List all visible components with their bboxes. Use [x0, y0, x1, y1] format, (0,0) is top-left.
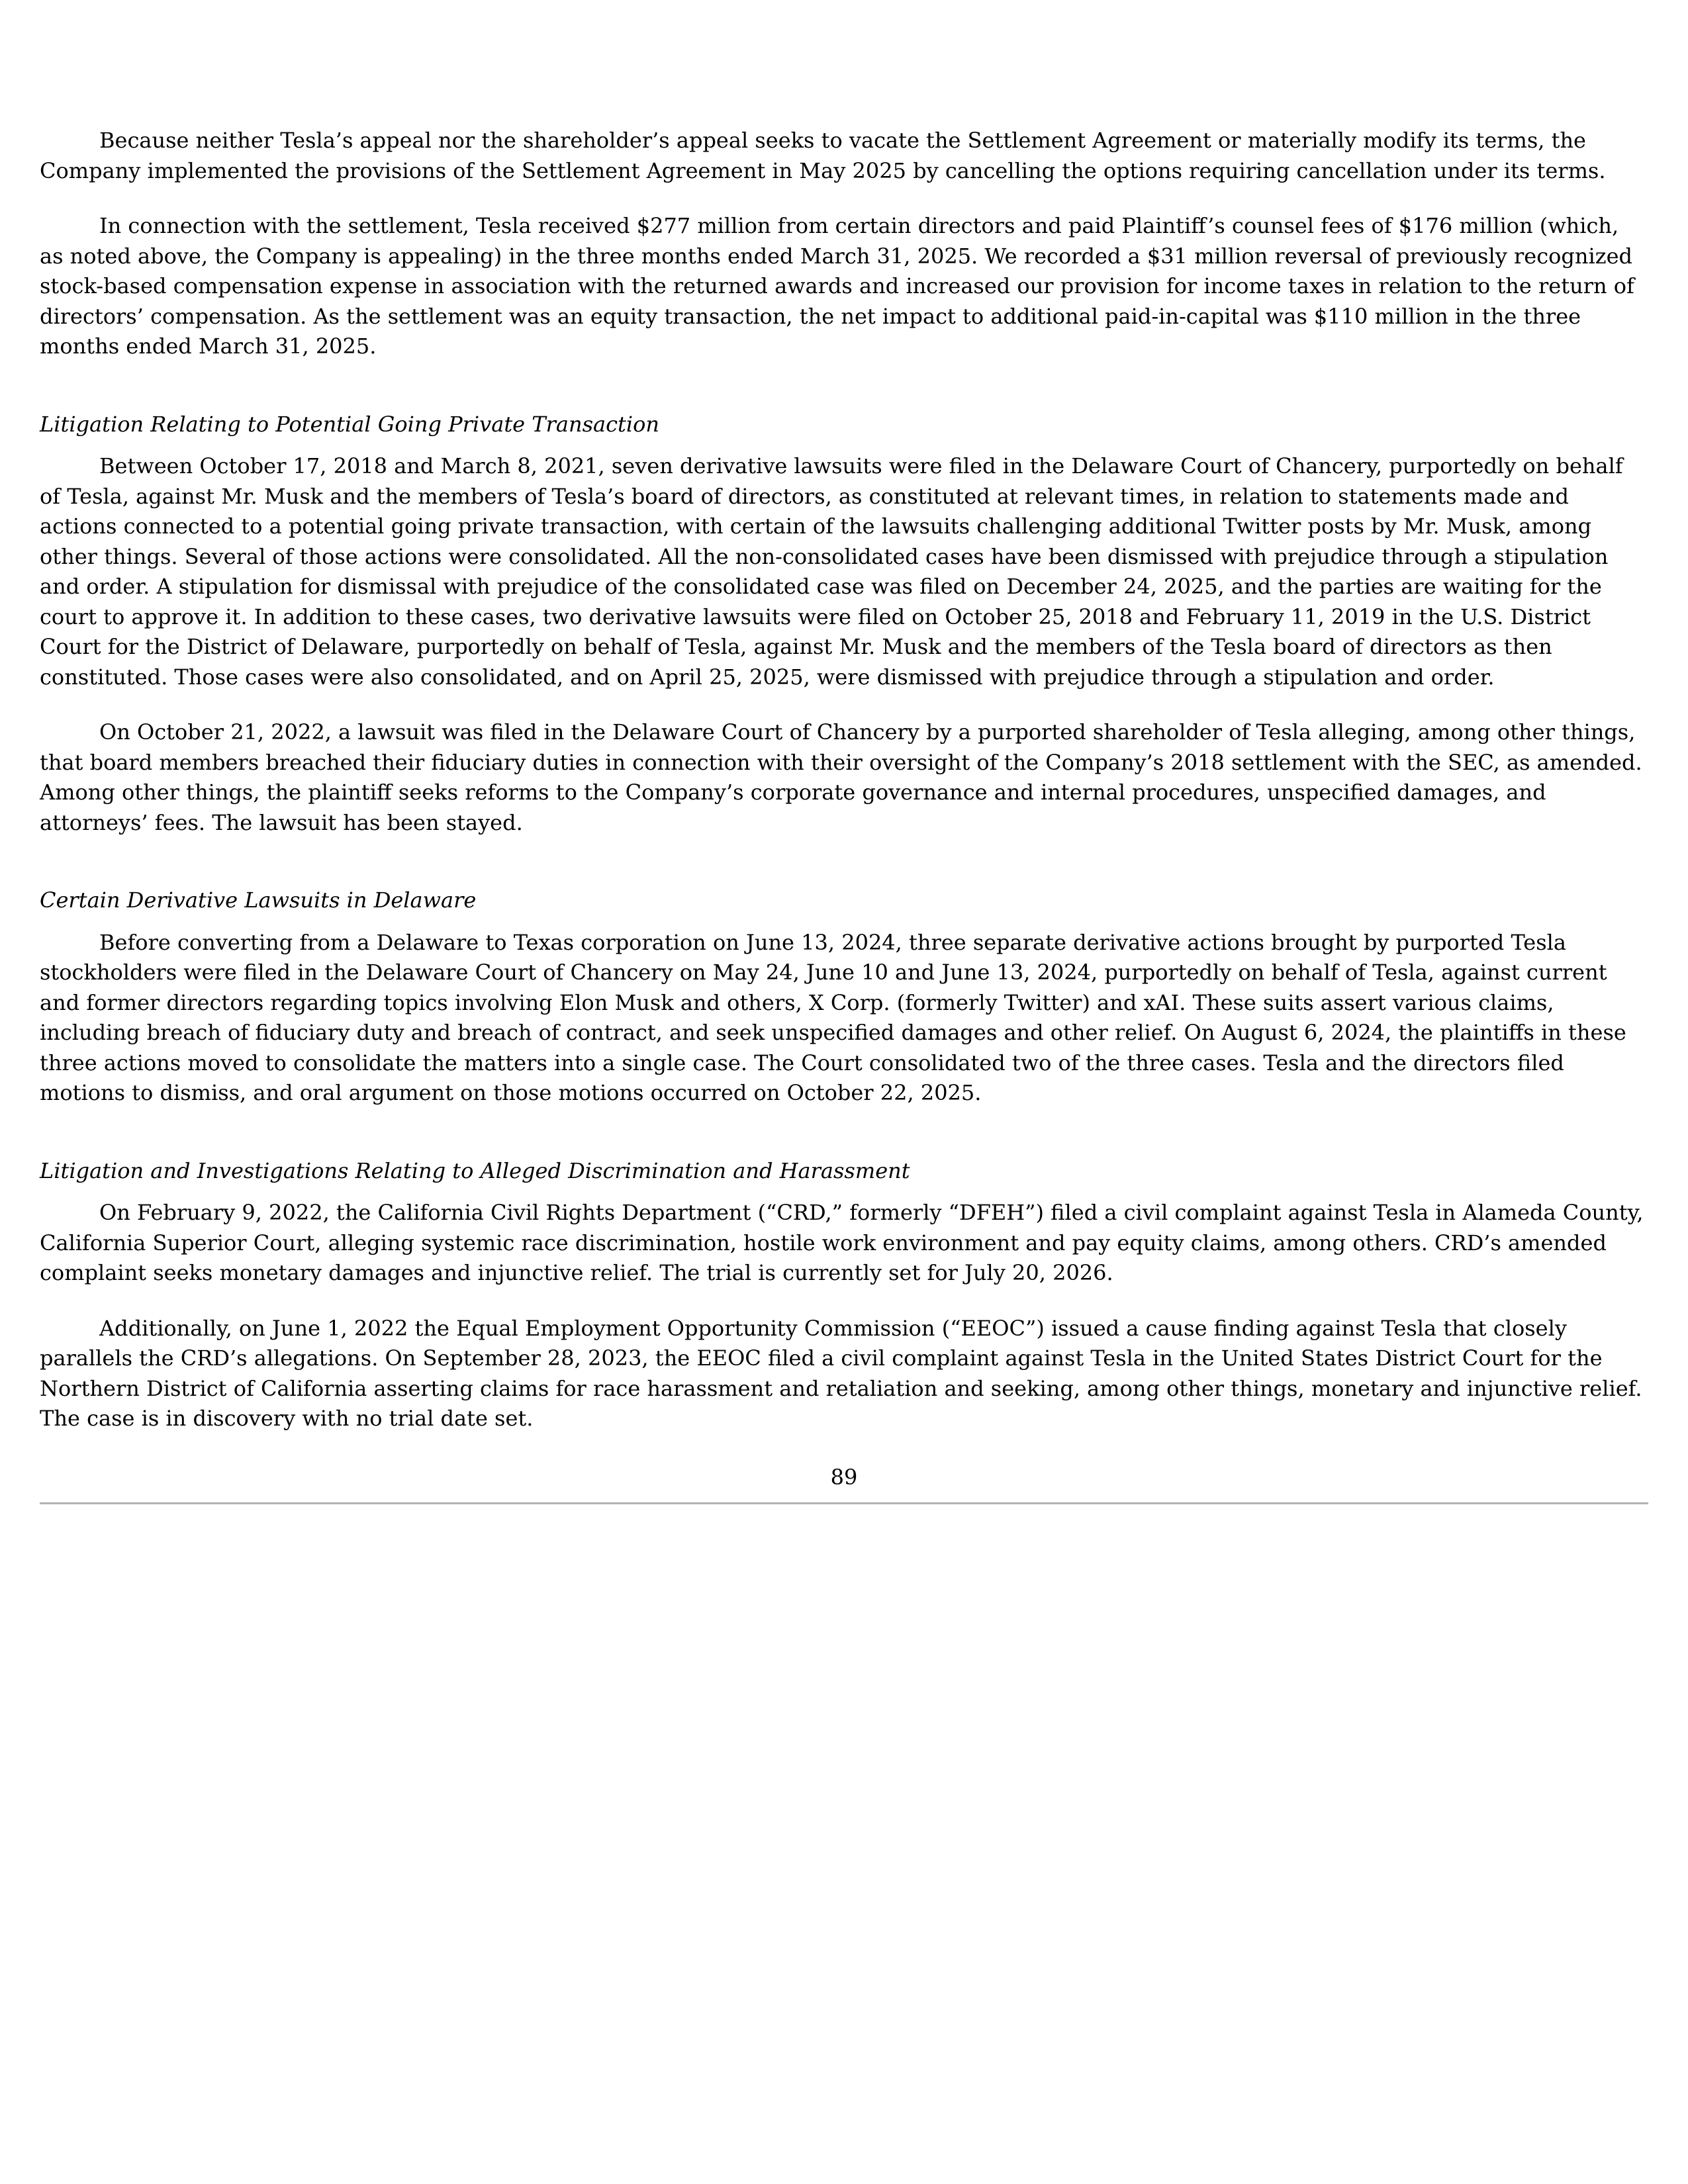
- section-discrimination-harassment: [40, 1156, 1648, 1434]
- page-number: 89: [830, 1465, 858, 1490]
- section-going-private: [40, 410, 1648, 839]
- paragraph: On October 21, 2022, a lawsuit was filed in the Delaware Court of Chancery by a purported shareholder of Tesla alleging, among other things, that board members breached their fiduciary duties in connection with their oversight of the Company’s 2018 settlement with the SEC, as amended. Among other things, the plaintiff seeks reforms to the Company’s corporate governance and internal procedures, unspecified damages, and attorneys’ fees. The lawsuit has been stayed.: [40, 719, 1642, 835]
- section-heading: Certain Derivative Lawsuits in Delaware: [40, 887, 477, 913]
- section-heading: Litigation Relating to Potential Going Private Transaction: [40, 411, 659, 437]
- paragraph: On February 9, 2022, the California Civil Rights Department (“CRD,” formerly “DFEH”) filed a civil complaint against Tesla in Alameda County, California Superior Court, alleging systemic race discrimination, hostile work environment and pay equity claims, among others. CRD’s amended complaint seeks monetary damages and injunctive relief. The trial is currently set for July 20, 2026.: [40, 1200, 1644, 1285]
- footer-divider: [40, 1502, 1648, 1504]
- section-derivative-lawsuits-delaware: [40, 886, 1648, 1109]
- paragraph-settlement-financials: In connection with the settlement, Tesla received $277 million from certain directors and paid Plaintiff’s counsel fees of $176 million (which, as noted above, the Company is appealing) in the three months ended March 31, 2025. We recorded a $31 million reversal of previously recognized stock-based compensation expense in association with the returned awards and increased our provision for income taxes in relation to the return of directors’ compensation. As the settlement was an equity transaction, the net impact to additional paid-in-capital was $110 million in the three months ended March 31, 2025.: [40, 213, 1634, 359]
- paragraph: Additionally, on June 1, 2022 the Equal Employment Opportunity Commission (“EEOC”) issued a cause finding against Tesla that closely parallels the CRD’s allegations. On September 28, 2023, the EEOC filed a civil complaint against Tesla in the United States District Court for the Northern District of California asserting claims for race harassment and retaliation and seeking, among other things, monetary and injunctive relief. The case is in discovery with no trial date set.: [40, 1315, 1642, 1431]
- paragraph: Between October 17, 2018 and March 8, 2021, seven derivative lawsuits were filed in the Delaware Court of Chancery, purportedly on behalf of Tesla, against Mr. Musk and the members of Tesla’s board of directors, as constituted at relevant times, in relation to statements made and actions connected to a potential going private transaction, with certain of the lawsuits challenging additional Twitter posts by Mr. Musk, among other things. Several of those actions were consolidated. All the non-consolidated cases have been dismissed with prejudice through a stipulation and order. A stipulation for dismissal with prejudice of the consolidated case was filed on December 24, 2025, and the parties are waiting for the court to approve it. In addition to these cases, two derivative lawsuits were filed on October 25, 2018 and February 11, 2019 in the U.S. District Court for the District of Delaware, purportedly on behalf of Tesla, against Mr. Musk and the members of the Tesla board of directors as then constituted. Those cases were also consolidated, and on April 25, 2025, were dismissed with prejudice through a stipulation and order.: [40, 453, 1623, 690]
- paragraph-settlement-appeal: Because neither Tesla’s appeal nor the shareholder’s appeal seeks to vacate the Settlement Agreement or materially modify its terms, the Company implemented the provisions of the Settlement Agreement in May 2025 by cancelling the options requiring cancellation under its terms.: [40, 128, 1606, 183]
- paragraph: Before converting from a Delaware to Texas corporation on June 13, 2024, three separate derivative actions brought by purported Tesla stockholders were filed in the Delaware Court of Chancery on May 24, June 10 and June 13, 2024, purportedly on behalf of Tesla, against current and former directors regarding topics involving Elon Musk and others, X Corp. (formerly Twitter) and xAI. These suits assert various claims, including breach of fiduciary duty and breach of contract, and seek unspecified damages and other relief. On August 6, 2024, the plaintiffs in these three actions moved to consolidate the matters into a single case. The Court consolidated two of the three cases. Tesla and the directors filed motions to dismiss, and oral argument on those motions occurred on October 22, 2025.: [40, 929, 1626, 1105]
- section-heading: Litigation and Investigations Relating to Alleged Discrimination and Harassment: [40, 1158, 910, 1183]
- document-page: [40, 126, 1648, 1459]
